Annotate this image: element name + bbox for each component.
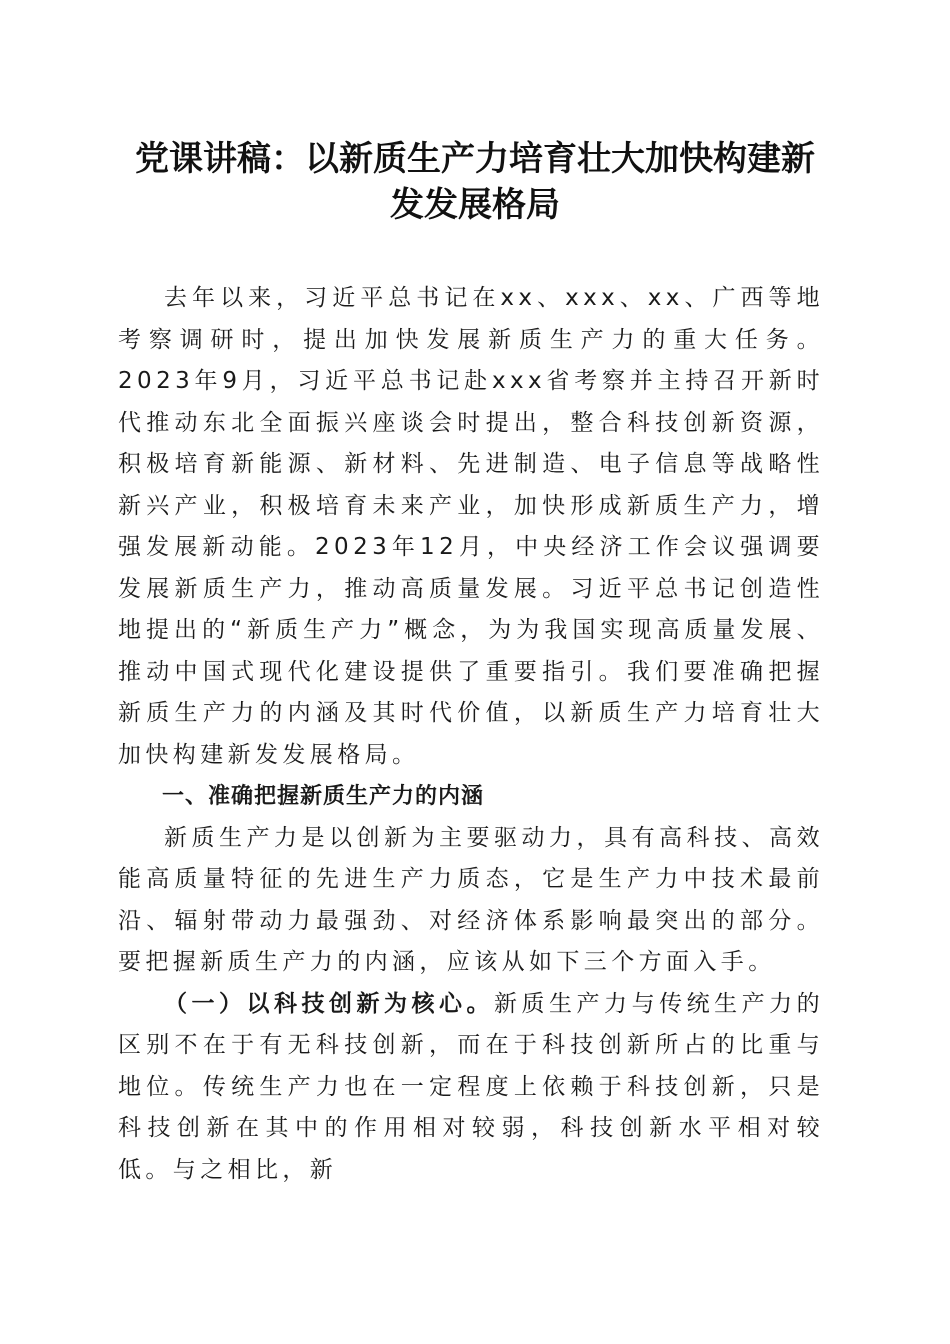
subsection-1-lead: （一）以科技创新为核心。: [164, 990, 495, 1017]
section-heading-1: 一、准确把握新质生产力的内涵: [162, 784, 485, 809]
subsection-1-text: 新质生产力与传统生产力的区别不在于有无科技创新，而在于科技创新所占的比重与地位。传统生产力也在一定程度上依赖于科技创新，只是科技创新在其中的作用相对较弱，科技创新水平相对较低。与之相比，新: [118, 990, 824, 1183]
title-line-2: 发发展格局: [390, 185, 560, 225]
intro-paragraph: 去年以来，习近平总书记在xx、xxx、xx、广西等地考察调研时，提出加快发展新质生产力的重大任务。2023年9月，习近平总书记赴xxx省考察并主持召开新时代推动东北全面振兴座谈会时提出，整合科技创新资源，积极培育新能源、新材料、先进制造、电子信息等战略性新兴产业，积极培育未来产业，加快形成新质生产力，增强发展新动能。2023年12月，中央经济工作会议强调要发展新质生产力，推动高质量发展。习近平总书记创造性地提出的“新质生产力”概念，为为我国实现高质量发展、推动中国式现代化建设提供了重要指引。我们要准确把握新质生产力的内涵及其时代价值，以新质生产力培育壮大加快构建新发发展格局。: [118, 285, 824, 768]
document-body: [118, 278, 824, 1191]
section-1-paragraph: 新质生产力是以创新为主要驱动力，具有高科技、高效能高质量特征的先进生产力质态，它是生产力中技术最前沿、辐射带动力最强劲、对经济体系影响最突出的部分。要把握新质生产力的内涵，应该从如下三个方面入手。: [118, 824, 824, 975]
title-line-1: 党课讲稿：以新质生产力培育壮大加快构建新: [135, 139, 815, 179]
document-title: [100, 136, 850, 228]
subsection-1-paragraph: [118, 984, 824, 1192]
